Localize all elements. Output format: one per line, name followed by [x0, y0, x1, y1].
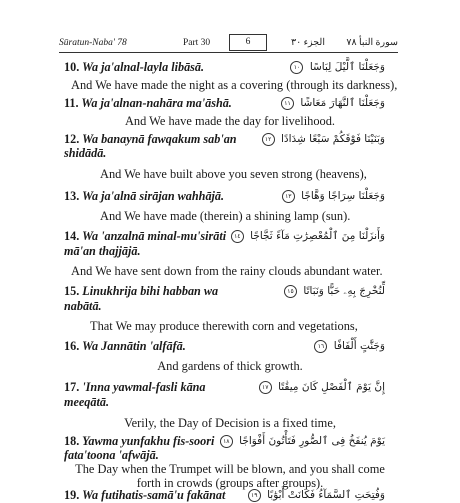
verse-translation-cont: forth in crowds (groups after groups).	[136, 476, 324, 490]
verse-arabic: وَأَنزَلْنَا مِنَ ٱلْمُعْصِرَٰتِ مَآءً ثَجَّاجًا ١٤	[231, 229, 385, 244]
ayah-marker: ١٦	[314, 340, 327, 353]
verse-translation: That We may produce therewith corn and vegetations,	[90, 319, 358, 333]
surah-label-arabic: سورة النبأ ٧٨	[346, 38, 398, 48]
verse-translation: And We have built above you seven strong (heavens),	[100, 167, 367, 181]
verse-transliteration: 19. Wa futihatis-samā'u fakānat	[64, 488, 226, 502]
verse-transliteration: 18. Yawma yunfakhu fis-soori	[64, 434, 215, 448]
page-number: 6	[229, 34, 267, 51]
ayah-marker: ١٣	[282, 190, 295, 203]
verse-arabic: إِنَّ يَوْمَ ٱلْفَصْلِ كَانَ مِيقَٰتًا ١٧	[259, 380, 385, 395]
verse-transliteration-cont: meeqātā.	[64, 395, 110, 409]
ayah-marker: ١١	[281, 97, 294, 110]
verse-transliteration-cont: nabātā.	[64, 299, 102, 313]
verse-translation: And We have made the night as a covering (through its darkness),	[71, 78, 398, 92]
verse-transliteration: 17. 'Inna yawmal-fasli kāna	[64, 380, 206, 394]
verse-transliteration: 13. Wa ja'alnā sirājan wahhājā.	[64, 189, 225, 203]
verse-number: 17.	[64, 380, 80, 394]
verse-number: 13.	[64, 189, 80, 203]
verse-transliteration: 14. Wa 'anzalnā minal-mu'sirāti	[64, 229, 227, 243]
verse-number: 14.	[64, 229, 80, 243]
header-divider	[59, 52, 398, 53]
verse-transliteration: 16. Wa Jannātin 'alfāfā.	[64, 339, 186, 353]
verse-number: 16.	[64, 339, 80, 353]
verse-arabic: لِّنُخْرِجَ بِهِۦ حَبًّا وَنَبَاتًا ١٥	[284, 284, 385, 299]
verse-transliteration-cont: shidādā.	[64, 146, 107, 160]
verse-translation: And We have made (therein) a shining lamp (sun).	[100, 209, 351, 223]
verse-transliteration: 10. Wa ja'alnal-layla libāsā.	[64, 60, 205, 74]
verse-arabic: وَجَعَلْنَا سِرَاجًا وَهَّاجًا ١٣	[282, 189, 385, 204]
verse-transliteration: 11. Wa ja'alnan-nahāra ma'āshā.	[64, 96, 232, 110]
verse-transliteration-cont: mā'an thajjājā.	[64, 244, 141, 258]
verse-arabic: وَفُتِحَتِ ٱلسَّمَآءُ فَكَانَتْ أَبْوَٰبًا ١٩	[248, 488, 385, 503]
verse-number: 10.	[64, 60, 80, 74]
verse-arabic: وَجَعَلْنَا ٱلَّيْلَ لِبَاسًا ١٠	[290, 60, 385, 75]
verse-transliteration-cont: fata'toona 'afwājā.	[64, 448, 159, 462]
verse-translation: Verily, the Day of Decision is a fixed time,	[124, 416, 336, 430]
verse-translation: And We have sent down from the rainy clouds abundant water.	[71, 264, 383, 278]
verse-translation: And gardens of thick growth.	[157, 359, 303, 373]
verse-arabic: وَجَنَّٰتٍ أَلْفَافًا ١٦	[314, 339, 385, 354]
verse-number: 11.	[64, 96, 79, 110]
verse-arabic: يَوْمَ يُنفَخُ فِى ٱلصُّورِ فَتَأْتُونَ أَفْوَاجًا ١٨	[220, 434, 385, 449]
page-header	[59, 34, 398, 52]
ayah-marker: ١٤	[231, 230, 244, 243]
verse-number: 19.	[64, 488, 80, 502]
juz-label-arabic: الجزء ٣٠	[291, 38, 325, 48]
ayah-marker: ١٥	[284, 285, 297, 298]
surah-label: Sūratun-Naba' 78	[59, 38, 127, 48]
ayah-marker: ١٢	[262, 133, 275, 146]
verse-number: 12.	[64, 132, 80, 146]
part-label: Part 30	[183, 38, 211, 48]
verse-translation: And We have made the day for livelihood.	[124, 114, 336, 128]
verse-arabic: وَبَنَيْنَا فَوْقَكُمْ سَبْعًا شِدَادًا ١٢	[262, 132, 385, 147]
ayah-marker: ١٧	[259, 381, 272, 394]
verse-transliteration: 15. Linukhrija bihi habban wa	[64, 284, 219, 298]
verse-number: 18.	[64, 434, 80, 448]
ayah-marker: ١٨	[220, 435, 233, 448]
verse-number: 15.	[64, 284, 80, 298]
verse-transliteration: 12. Wa banaynā fawqakum sab'an	[64, 132, 237, 146]
verse-translation: The Day when the Trumpet will be blown, and you shall come	[75, 462, 385, 476]
ayah-marker: ١٠	[290, 61, 303, 74]
ayah-marker: ١٩	[248, 489, 261, 502]
verse-arabic: وَجَعَلْنَا ٱلنَّهَارَ مَعَاشًا ١١	[281, 96, 385, 111]
